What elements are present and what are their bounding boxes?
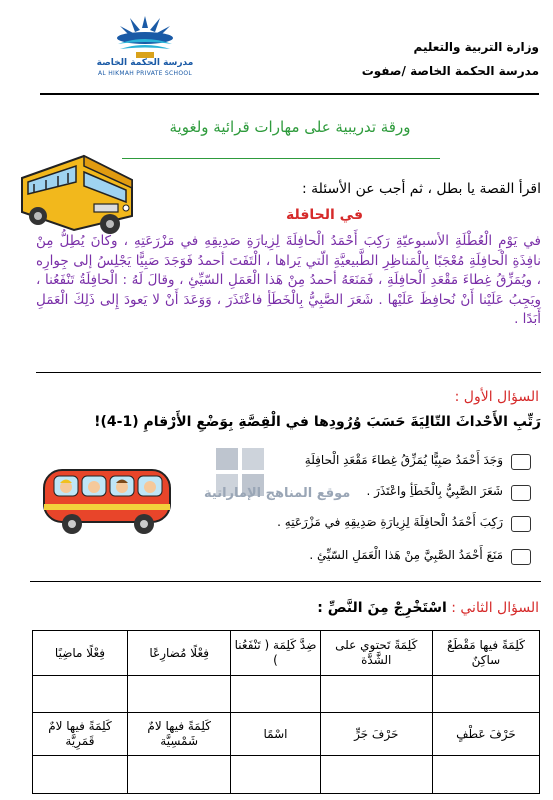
q1-instruction: رَتِّبِ الأَحْداثَ التّالِيَةَ حَسَبَ وُرُودِها في الْقِصَّةِ بِوَضْعِ الأَرْقامِ (1-4)! — [94, 414, 541, 430]
q2-header-cell: فِعْلًا ماضِيًا — [33, 631, 128, 676]
logo-arabic-text: مدرسة الحكمة الخاصة — [96, 58, 194, 68]
q1-option-2: شَعَرَ الصَّبِيُّ بِالْخَطَأِ واعْتَذَرَ . — [366, 484, 503, 498]
school-name: مدرسة الحكمة الخاصة /صفوت — [361, 64, 539, 78]
reading-instruction: اقرأ القصة يا بطل ، ثم أجب عن الأسئلة : — [302, 181, 541, 197]
sheet-title: ورقة تدريبية على مهارات قرائية ولغوية — [169, 118, 411, 136]
q2-header-cell: كَلِمَةً فيها لامٌ قَمَرِيَّة — [33, 713, 128, 756]
q2-header-cell: اسْمًا — [231, 713, 320, 756]
q2-answer-cell[interactable] — [320, 676, 432, 713]
q1-divider — [30, 581, 541, 582]
q2-title-label: السؤال الثاني : — [451, 600, 539, 616]
q2-answer-cell[interactable] — [33, 756, 128, 794]
logo-english-text: AL HIKMAH PRIVATE SCHOOL — [97, 70, 193, 77]
q2-answer-cell[interactable] — [320, 756, 432, 794]
q2-answer-cell[interactable] — [432, 676, 539, 713]
q2-answer-cell[interactable] — [231, 756, 320, 794]
q2-header-cell: كَلِمَةً فيها مَقْطَعٌ ساكِنٌ — [432, 631, 539, 676]
q2-answer-cell[interactable] — [33, 676, 128, 713]
q2-answer-cell[interactable] — [127, 676, 231, 713]
story-text: في يَوْمِ الْعُطْلَةِ الأسبوعيّةِ رَكِبَ أَحْمَدُ الْحافِلَةَ لِزِيارَةِ صَدِيقِهِ في مَزْرَعَتِهِ ، وكانَ يُطِلُّ مِنْ نافِذَةِ الْحافِلَةِ مُعْجَبًا بِالْمَناظِرِ الطَّبيعيَّةِ الّتي يَراها ، الْتَفَتَ أحمدُ فَوَجَدَ صَبِيًّا يَجْلِسُ إلى جِوارِه ، ويُمَزِّقُ غِطاءَ مَقْعَدِ الْحافِلَةِ ، فَمَنَعَهُ أحمدُ مِنْ هَذا الْعَمَلِ السّيِّئِ ، وقالَ لَهُ : الْحافِلَةُ تَنْفَعُنا ، ويَجِبُ عَلَيْنا أَنْ نُحافِظَ عَلَيْها . شَعَرَ الصَّبِيُّ بِالْخَطَأِ فاعْتَذَرَ ، وَوَعَدَ أَنْ لا يَعودَ إِلى ذَلِكَ الْعَمَلِ أَبَدًا . — [36, 233, 541, 327]
kids-bus-illustration — [40, 462, 175, 537]
q2-header-cell: فِعْلًا مُضارِعًا — [127, 631, 231, 676]
q1-answer-box-2[interactable] — [511, 485, 531, 501]
q1-answer-box-1[interactable] — [511, 454, 531, 470]
q2-answer-table — [32, 630, 540, 794]
title-underline — [122, 158, 440, 159]
q2-title — [317, 600, 539, 616]
q1-answer-box-4[interactable] — [511, 549, 531, 565]
q1-option-3: رَكِبَ أَحْمَدُ الْحافِلَةَ لِزِيارَةِ صَدِيقِهِ في مَزْرَعَتِهِ . — [277, 515, 503, 529]
q2-header-cell: حَرْفَ عَطْفٍ — [432, 713, 539, 756]
q2-answer-cell[interactable] — [127, 756, 231, 794]
ministry-name: وزارة التربية والتعليم — [413, 40, 539, 54]
q1-option-4: مَنَعَ أَحْمَدُ الصَّبِيَّ مِنْ هَذا الْعَمَلِ السّيِّئِ . — [309, 548, 503, 562]
q2-header-cell: كَلِمَةً فيها لامٌ شَمْسِيَّة — [127, 713, 231, 756]
header-divider — [40, 93, 539, 95]
watermark-text: موقع المناهج الإماراتية — [204, 486, 351, 501]
q1-option-1: وَجَدَ أَحْمَدُ صَبِيًّا يُمَزِّقُ غِطاءَ مَقْعَدِ الْحافِلَةِ — [304, 453, 503, 467]
q2-header-cell: ضِدَّ كَلِمَة ( تَنْفَعُنا ) — [231, 631, 320, 676]
q2-header-cell: حَرْفَ جَرٍّ — [320, 713, 432, 756]
q2-answer-cell[interactable] — [432, 756, 539, 794]
story-divider — [36, 372, 541, 373]
q2-header-cell: كَلِمَةً تَحتوي على الشَّدَّة — [320, 631, 432, 676]
q2-answer-cell[interactable] — [231, 676, 320, 713]
q2-title-instruction: اسْتَخْرِجْ مِنَ النَّصِّ : — [317, 600, 447, 616]
school-bus-illustration — [14, 138, 144, 238]
q1-title: السؤال الأول : — [454, 389, 539, 405]
story-title: في الحافلة — [286, 207, 363, 223]
q1-answer-box-3[interactable] — [511, 516, 531, 532]
